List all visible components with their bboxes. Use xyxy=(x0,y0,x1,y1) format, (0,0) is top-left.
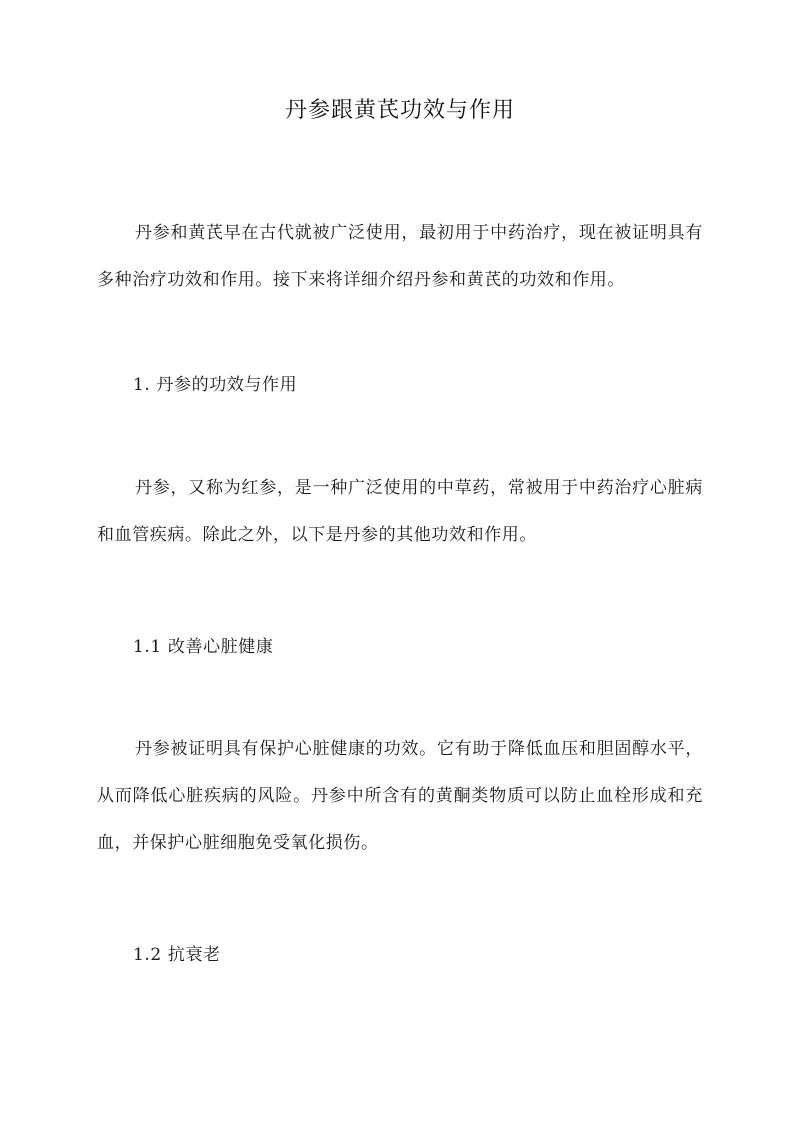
section-heading-1: 1. 丹参的功效与作用 xyxy=(133,375,298,395)
section-heading-1-2: 1.2 抗衰老 xyxy=(133,945,221,965)
section-1-1-paragraph: 丹参被证明具有保护心脏健康的功效。它有助于降低血压和胆固醇水平，从而降低心脏疾病的风险。丹参中所含有的黄酮类物质可以防止血栓形成和充血，并保护心脏细胞免受氧化损伤。 xyxy=(97,739,703,853)
intro-paragraph: 丹参和黄芪早在古代就被广泛使用，最初用于中药治疗，现在被证明具有多种治疗功效和作用。接下来将详细介绍丹参和黄芪的功效和作用。 xyxy=(97,223,703,290)
section-1-paragraph: 丹参，又称为红参，是一种广泛使用的中草药，常被用于中药治疗心脏病和血管疾病。除此之外，以下是丹参的其他功效和作用。 xyxy=(97,478,703,545)
document-title: 丹参跟黄芪功效与作用 xyxy=(284,98,515,123)
section-heading-1-1: 1.1 改善心脏健康 xyxy=(133,637,274,657)
